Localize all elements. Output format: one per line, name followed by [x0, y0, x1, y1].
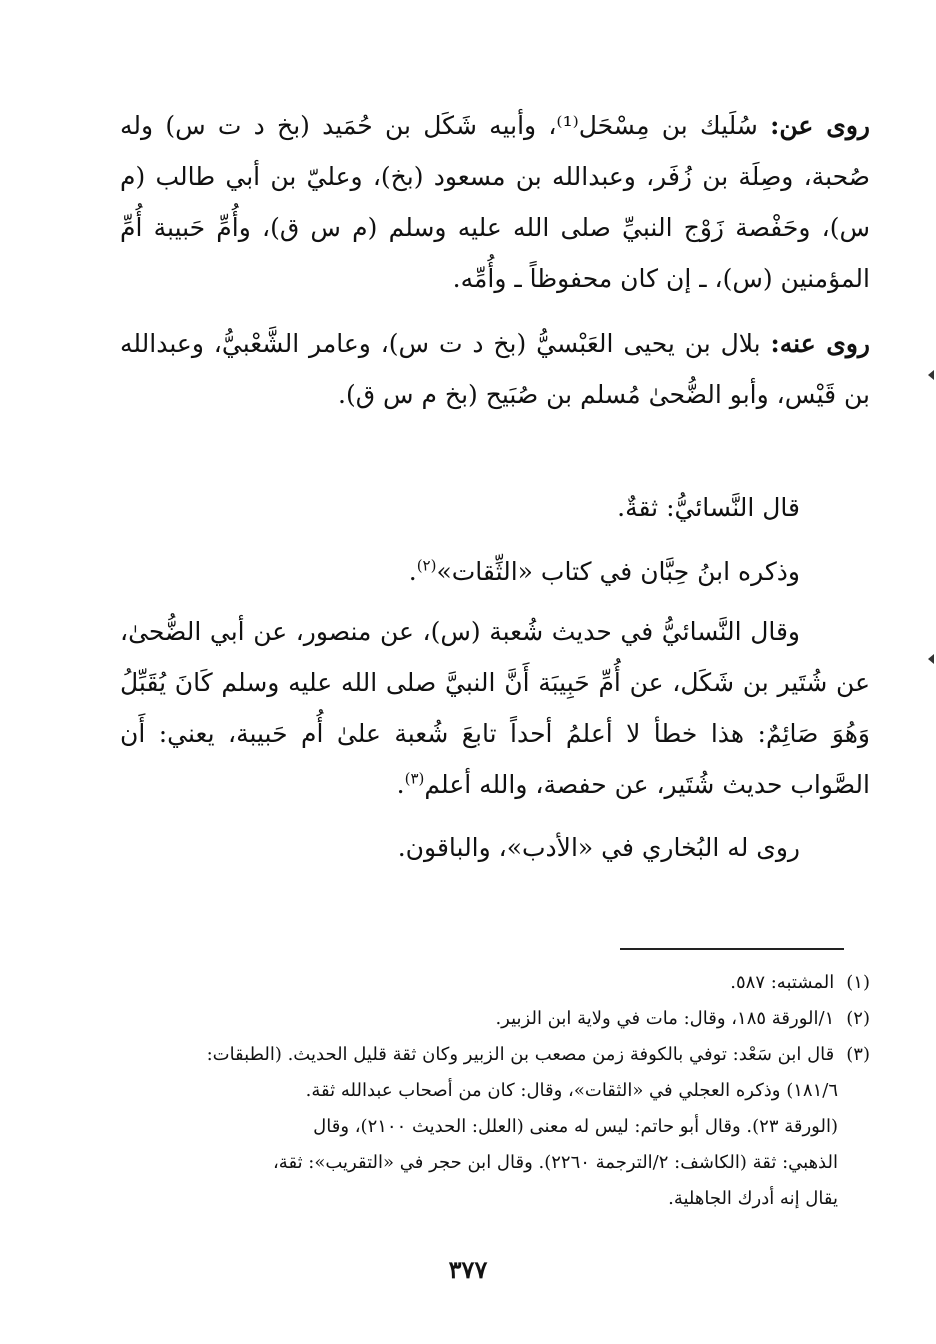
- footnote-ref-3: (٣): [404, 769, 425, 788]
- nasai-hadith-paragraph: وقال النَّسائيُّ في حديث شُعبة (س)، عن منصور، عن أبي الضُّحىٰ، عن شُتَير بن شَكَل، عن أُمِّ حَبِيبَة أَنَّ النبيَّ صلى الله عليه وسلم كَانَ يُقَبِّلُ وَهُوَ صَائِمٌ: هذا خطأ لا أعلمُ أحداً تابعَ شُعبة علىٰ أُم حَبيبة، يعني: أَن الصَّواب حديث شُتَير، عن حفصة، والله أعلم$^{(٣)}$.: [120, 617, 870, 799]
- narrated-by-label: روى عنه:: [770, 329, 871, 358]
- footnote-3-line: الذهبي: ثقة (الكاشف: ٢/الترجمة ٢٢٦٠). وقال ابن حجر في «التقريب»: ثقة،: [273, 1152, 838, 1173]
- narrated-for-text: روى له البُخاري في «الأدب»، والباقون.: [397, 833, 800, 862]
- footnote-2: [120, 1001, 870, 1037]
- footnote-divider: [620, 948, 844, 950]
- footnote-3-line: ١٨١/٦) وذكره العجلي في «الثقات»، وقال: كان من أصحاب عبدالله ثقة.: [305, 1080, 838, 1101]
- nasai-grading-text: قال النَّسائيُّ: ثقةٌ.: [617, 493, 800, 522]
- narrated-from-label: روى عن:: [770, 111, 870, 140]
- footnote-1-number: (١): [846, 972, 870, 993]
- narrated-by-paragraph: [120, 318, 870, 420]
- footnote-3-line: قال ابن سَعْد: توفي بالكوفة زمن مصعب بن الزبير وكان ثقة قليل الحديث. (الطبقات:: [206, 1044, 835, 1065]
- footnotes-section: [120, 965, 870, 1217]
- nasai-hadith-text: وقال النَّسائيُّ في حديث شُعبة (س)، عن منصور، عن أبي الضُّحىٰ، عن شُتَير بن شَكَل، عن أُمِّ حَبِيبَة أَنَّ النبيَّ صلى الله عليه وسلم كَانَ يُقَبِّلُ وَهُوَ صَائِمٌ: هذا خطأ لا أعلمُ أحداً تابعَ شُعبة علىٰ أُم حَبيبة، يعني: أَن الصَّواب حديث شُتَير، عن حفصة، والله أعلم: [120, 617, 870, 799]
- footnote-3-line: يقال إنه أدرك الجاهلية.: [668, 1188, 838, 1209]
- margin-mark: [928, 370, 934, 380]
- footnote-3: [120, 1037, 870, 1073]
- page-number: ٣٧٧: [448, 1255, 488, 1284]
- footnote-3-number: (٣): [846, 1044, 870, 1065]
- narrated-from-text: سُلَيك بن مِسْحَل⁽¹⁾، وأبيه شَكَل بن حُمَيد (بخ د ت س) وله صُحبة، وصِلَة بن زُفَر، وعبدالله بن مسعود (بخ)، وعليّ بن أبي طالب (م س)، وحَفْصة زَوْج النبيِّ صلى الله عليه وسلم (م س ق)، وأُمِّ حَبيبة أُمِّ المؤمنين (س)، ـ إن كان محفوظاً ـ وأُمِّه.: [120, 111, 870, 293]
- narrated-by-text: بلال بن يحيى العَبْسيُّ (بخ د ت س)، وعامر الشَّعْبيُّ، وعبدالله بن قَيْس، وأبو الضُّحىٰ مُسلم بن صُبَيح (بخ م س ق).: [120, 329, 870, 409]
- narrated-for-line: [120, 822, 870, 873]
- footnote-3-line: (الورقة ٢٣). وقال أبو حاتم: ليس له معنى (العلل: الحديث ٢١٠٠)، وقال: [313, 1116, 838, 1137]
- footnote-2-number: (٢): [846, 1008, 870, 1029]
- footnote-ref-2: (٢): [416, 556, 437, 575]
- nasai-grading-line: [120, 482, 870, 533]
- footnote-2-text: ١/الورقة ١٨٥، وقال: مات في ولاية ابن الزبير.: [495, 1008, 835, 1029]
- margin-mark: [928, 654, 934, 664]
- footnote-1: [120, 965, 870, 1001]
- ibn-hibban-text: وذكره ابنُ حِبَّان في كتاب «الثِّقات»: [436, 557, 800, 586]
- narrated-from-paragraph: [120, 100, 870, 304]
- footnote-1-text: المشتبه: ٥٨٧.: [730, 972, 835, 993]
- ibn-hibban-line: وذكره ابنُ حِبَّان في كتاب «الثِّقات»$^{(٢)}$.: [408, 556, 800, 586]
